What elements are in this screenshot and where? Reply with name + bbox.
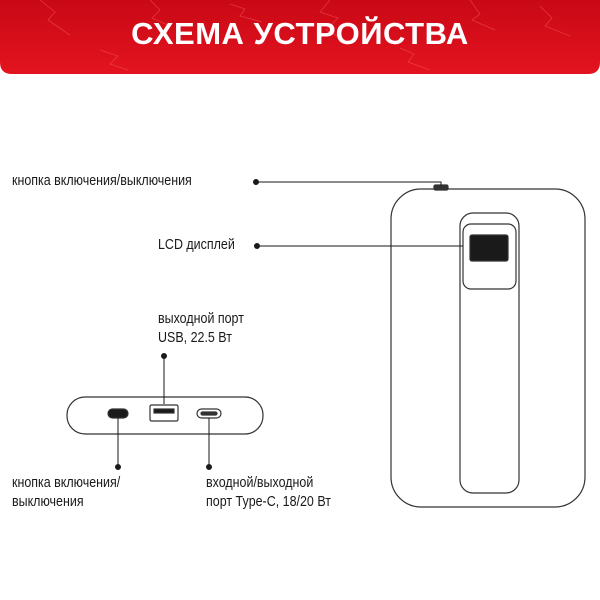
callout-type-c-port: входной/выходной порт Type-C, 18/20 Вт (206, 475, 331, 510)
side-body (67, 397, 263, 434)
callout-lcd-display: LCD дисплей (158, 237, 235, 253)
callout-power-button-top: кнопка включения/выключения (12, 173, 192, 189)
side-power-button (108, 409, 128, 418)
usb-a-contact (154, 409, 174, 413)
callout-usb-output-port: выходной порт USB, 22.5 Вт (158, 311, 244, 346)
page-title: СХЕМА УСТРОЙСТВА (131, 16, 469, 51)
type-c-contact (201, 412, 217, 415)
lcd-screen (470, 235, 508, 261)
power-bank-side-view (67, 397, 263, 434)
power-bank-front-view (391, 185, 585, 507)
callout-power-button-bottom: кнопка включения/ выключения (12, 475, 121, 510)
